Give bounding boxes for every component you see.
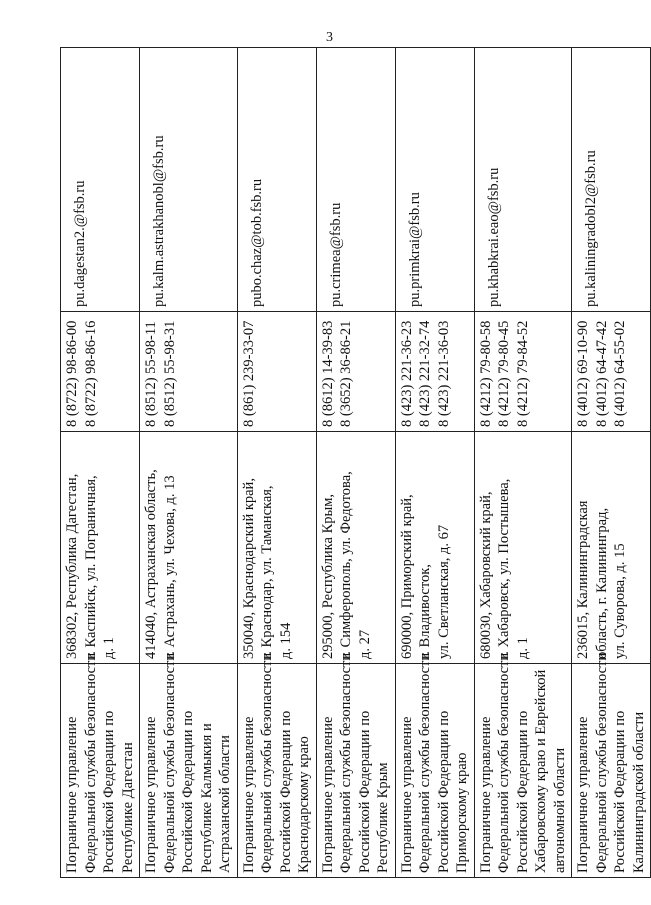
address-cell-line: 414040, Астраханская область, — [143, 469, 159, 659]
unit-name-cell-line: Пограничное управление — [575, 716, 591, 873]
unit-name-cell-line: Пограничное управление — [398, 716, 415, 873]
unit-name-cell-line: Хабаровскому краю и Еврейской — [533, 669, 549, 873]
phone-cell-line: 8 (8722) 98-86-16 — [82, 320, 99, 427]
address-cell — [140, 432, 238, 664]
table-row — [237, 48, 316, 878]
unit-name-cell-line: Пограничное управление — [477, 716, 494, 873]
page-number: 3 — [326, 30, 333, 45]
phone-cell — [572, 312, 651, 432]
table-row — [474, 48, 572, 878]
address-cell-line: д. 1 — [101, 637, 117, 659]
phone-cell — [316, 312, 395, 432]
unit-name-cell-line: Российской Федерации по — [356, 710, 373, 873]
table-row — [395, 48, 474, 878]
address-cell — [395, 432, 474, 664]
unit-name-cell-line: Республике Дагестан — [119, 742, 136, 873]
email-cell — [474, 48, 572, 312]
email-cell-line: pu.primkrai@fsb.ru — [406, 192, 423, 307]
unit-name-cell-line: Республике Калмыкия и — [198, 723, 215, 873]
address-cell — [237, 432, 316, 664]
phone-cell-line: 8 (4012) 64-55-02 — [612, 320, 628, 427]
phone-cell-line: 8 (4212) 79-84-52 — [514, 320, 531, 427]
address-cell — [572, 432, 651, 664]
phone-cell-line: 8 (4012) 64-47-42 — [593, 320, 610, 427]
unit-name-cell-line: Приморскому краю — [454, 752, 470, 873]
unit-name-cell — [474, 652, 572, 878]
email-cell-line: pu.khabkrai.eao@fsb.ru — [485, 167, 502, 307]
address-cell-line: д. 27 — [356, 629, 373, 659]
unit-name-cell — [316, 652, 395, 878]
unit-name-cell-line: Федеральной службы безопасности — [338, 652, 354, 873]
unit-name-cell-line: Российской Федерации по — [180, 710, 196, 873]
email-cell-line: pu.crimea@fsb.ru — [327, 202, 344, 307]
address-cell-line: ул. Светланская, д. 67 — [435, 524, 452, 659]
unit-name-cell-line: Калининградской области — [630, 711, 647, 873]
phone-cell — [474, 312, 572, 432]
email-cell — [395, 48, 474, 312]
unit-name-cell-line: Российской Федерации по — [435, 710, 452, 873]
phone-cell-line: 8 (8722) 98-86-00 — [64, 320, 80, 427]
unit-name-cell-line: Пограничное управление — [64, 716, 80, 873]
address-cell — [474, 432, 572, 664]
phone-cell — [140, 312, 238, 432]
address-cell-line: д. 1 — [514, 637, 531, 659]
phone-cell-line: 8 (861) 239-33-07 — [240, 320, 257, 427]
phone-cell-line: 8 (423) 221-36-03 — [435, 320, 452, 427]
email-cell-line: pu.kaliningradobl2@fsb.ru — [583, 150, 599, 307]
unit-name-cell-line: Российской Федерации по — [101, 710, 117, 873]
address-cell-line: 236015, Калининградская — [575, 500, 591, 659]
address-cell-line: 368302, Республика Дагестан, — [64, 473, 80, 659]
address-cell-line: ул. Суворова, д. 15 — [612, 543, 628, 659]
email-cell — [237, 48, 316, 312]
phone-cell-line: 8 (4012) 69-10-90 — [575, 320, 591, 427]
unit-name-cell — [572, 652, 651, 878]
unit-name-cell-line: Федеральной службы безопасности — [593, 652, 610, 873]
unit-name-cell-line: Пограничное управление — [143, 716, 159, 873]
unit-name-cell-line: Российской Федерации по — [612, 710, 628, 873]
address-cell-line: г. Владивосток, — [417, 564, 433, 659]
unit-name-cell-line: Федеральной службы безопасности — [161, 652, 178, 873]
email-cell-line: pu.kalm.astrakhanobl@fsb.ru — [151, 135, 167, 307]
phone-cell-line: 8 (3652) 36-86-21 — [338, 320, 354, 427]
border-units-table — [60, 47, 651, 878]
unit-name-cell-line: Астраханской области — [217, 735, 233, 873]
unit-name-cell-line: Краснодарскому краю — [296, 736, 312, 873]
address-cell-line: г. Симферополь, ул. Федотова, — [338, 471, 354, 659]
phone-cell-line: 8 (8512) 55-98-11 — [143, 321, 159, 427]
email-cell — [316, 48, 395, 312]
address-cell-line: 295000, Республика Крым, — [319, 493, 336, 659]
address-cell-line: 350040, Краснодарский край, — [240, 478, 257, 659]
address-cell-line: 680030, Хабаровский край, — [477, 491, 494, 659]
address-cell-line: 690000, Приморский край, — [398, 494, 415, 659]
phone-cell-line: 8 (4212) 79-80-58 — [477, 320, 494, 427]
unit-name-cell-line: Федеральной службы безопасности — [417, 652, 433, 873]
table-row — [61, 48, 140, 878]
unit-name-cell — [395, 652, 474, 878]
email-cell — [572, 48, 651, 312]
unit-name-cell-line: автономной области — [551, 747, 568, 873]
unit-name-cell-line: Российской Федерации по — [277, 710, 294, 873]
phone-cell-line: 8 (8612) 14-39-83 — [319, 320, 336, 427]
table-row — [316, 48, 395, 878]
email-cell — [61, 48, 140, 312]
unit-name-cell-line: Пограничное управление — [240, 716, 257, 873]
unit-name-cell-line: Российской Федерации по — [514, 710, 531, 873]
phone-cell — [395, 312, 474, 432]
address-cell-line: г. Хабаровск, ул. Постышева, — [496, 478, 512, 659]
address-cell-line: д. 154 — [277, 622, 294, 659]
unit-name-cell-line: Федеральной службы безопасности — [259, 652, 275, 873]
unit-name-cell-line: Республике Крым — [375, 762, 391, 873]
unit-name-cell-line: Федеральной службы безопасности — [496, 652, 512, 873]
phone-cell-line: 8 (423) 221-36-23 — [398, 320, 415, 427]
unit-name-cell — [61, 652, 140, 878]
address-cell-line: г. Астрахань, ул. Чехова, д. 13 — [161, 475, 178, 659]
address-cell-line: г. Краснодар, ул. Таманская, — [259, 485, 275, 659]
email-cell-line: pubo.chaz@tob.fsb.ru — [248, 178, 265, 307]
unit-name-cell-line: Федеральной службы безопасности — [82, 652, 99, 873]
phone-cell-line: 8 (8512) 55-98-31 — [161, 320, 178, 427]
phone-cell — [61, 312, 140, 432]
address-cell — [61, 432, 140, 664]
email-cell-line: pu.dagestan2.@fsb.ru — [72, 180, 88, 307]
unit-name-cell-line: Пограничное управление — [319, 716, 336, 873]
address-cell-line: г. Каспийск, ул. Пограничная, — [82, 475, 99, 659]
unit-name-cell — [237, 652, 316, 878]
table-row — [572, 48, 651, 878]
email-cell — [140, 48, 238, 312]
phone-cell-line: 8 (4212) 79-80-45 — [496, 320, 512, 427]
table-container — [60, 48, 647, 878]
address-cell — [316, 432, 395, 664]
address-cell-line: область, г. Калининград, — [593, 507, 610, 659]
unit-name-cell — [140, 652, 238, 878]
phone-cell-line: 8 (423) 221-32-74 — [417, 320, 433, 427]
phone-cell — [237, 312, 316, 432]
table-row — [140, 48, 238, 878]
